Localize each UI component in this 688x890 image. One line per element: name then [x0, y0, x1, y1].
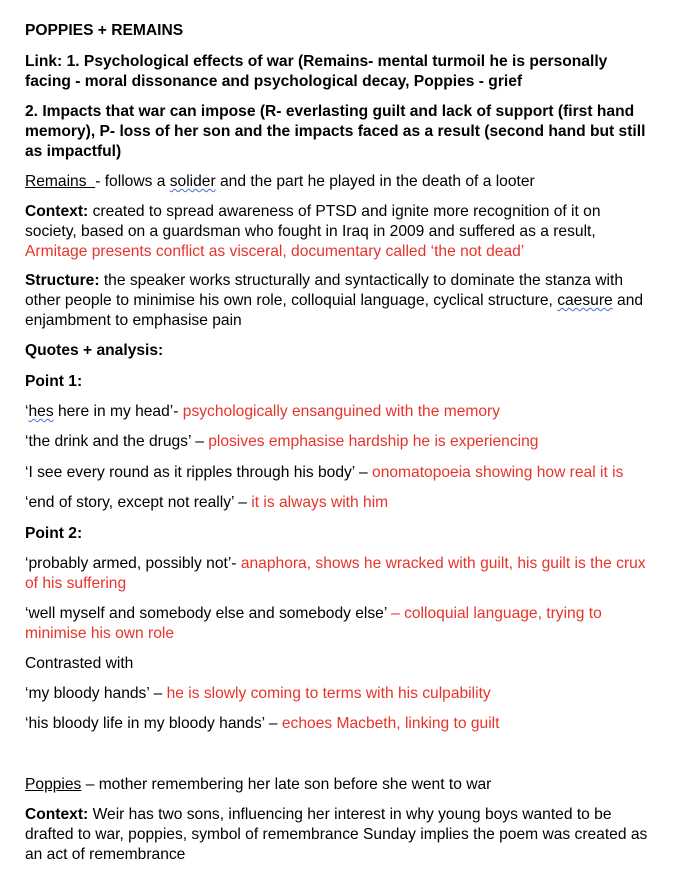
quote-line [25, 554, 655, 594]
quote-open: ‘ [25, 403, 29, 420]
spellcheck-word[interactable]: caesure [557, 292, 613, 309]
quotes-heading: Quotes + analysis: [25, 342, 164, 359]
structure-text-2: and enjambment to emphasise pain [25, 292, 644, 329]
structure-label: Structure: [25, 272, 100, 289]
quote-analysis: he is slowly coming to terms with his culpability [166, 685, 491, 702]
quote-analysis: echoes Macbeth, linking to guilt [281, 715, 500, 732]
document-title: POPPIES + REMAINS [25, 22, 184, 39]
poppies-summary-text: – mother remembering her late son before she went to war [81, 776, 492, 793]
quote-line [25, 463, 655, 483]
poppies-context-paragraph [25, 805, 655, 865]
spellcheck-word[interactable]: solider [169, 173, 216, 190]
quote-text: ‘well myself and somebody else and somebody else’ [25, 605, 392, 622]
context-label: Context: [25, 806, 89, 823]
point-2-label: Point 2: [25, 525, 83, 542]
remains-summary-text-2: and the part he played in the death of a looter [215, 173, 535, 190]
remains-context-paragraph [25, 202, 655, 262]
poppies-summary [25, 775, 655, 795]
context-label: Context: [25, 203, 89, 220]
quote-line [25, 684, 655, 704]
quote-text: ‘I see every round as it ripples through his body’ – [25, 464, 373, 481]
quote-line [25, 714, 655, 734]
quote-text: ‘his bloody life in my bloody hands’ – [25, 715, 282, 732]
quote-text: ‘end of story, except not really’ – [25, 494, 252, 511]
spellcheck-word[interactable]: hes [28, 403, 54, 420]
link-1-paragraph: Link: 1. Psychological effects of war (Remains- mental turmoil he is personally facing - moral dissonance and psychological decay, Poppies - grief [25, 53, 608, 90]
quote-text: here in my head’- [53, 403, 183, 420]
quote-line [25, 432, 655, 452]
remains-summary-text-1: - follows a [95, 173, 170, 190]
quote-line [25, 402, 655, 422]
poppies-heading: Poppies [25, 776, 82, 793]
quote-text: ‘probably armed, possibly not’- [25, 555, 241, 572]
remains-summary [25, 172, 655, 192]
context-text: Weir has two sons, influencing her interest in why young boys wanted to be drafted to war, poppies, symbol of remembrance Sunday implies the poem was created as an act of remembrance [25, 806, 648, 863]
remains-structure-paragraph [25, 271, 655, 331]
structure-text-1: the speaker works structurally and syntactically to dominate the stanza with other people to minimise his own role, colloquial language, cyclical structure, [25, 272, 624, 309]
quote-text: ‘my bloody hands’ – [25, 685, 167, 702]
quote-analysis: anaphora, shows he wracked with guilt, his guilt is the crux of his suffering [25, 555, 646, 592]
quote-analysis: plosives emphasise hardship he is experiencing [208, 433, 539, 450]
quote-analysis: it is always with him [251, 494, 389, 511]
remains-heading: Remains [25, 173, 87, 190]
contrasted-with: Contrasted with [25, 655, 134, 672]
context-annotation: Armitage presents conflict as visceral, documentary called ‘the not dead’ [25, 243, 525, 260]
quote-analysis: onomatopoeia showing how real it is [372, 464, 624, 481]
quote-line [25, 493, 655, 513]
context-text: created to spread awareness of PTSD and ignite more recognition of it on society, based on a guardsman who fought in Iraq in 2009 and suffered as a result, [25, 203, 601, 240]
quote-analysis: – colloquial language, trying to minimise his own role [25, 605, 602, 642]
quote-text: ‘the drink and the drugs’ – [25, 433, 209, 450]
link-2-paragraph: 2. Impacts that war can impose (R- everlasting guilt and lack of support (first hand memory), P- loss of her son and the impacts faced as a result (second hand but still as impactful) [25, 103, 646, 160]
quote-analysis: psychologically ensanguined with the memory [182, 403, 501, 420]
point-1-label: Point 1: [25, 373, 83, 390]
quote-line [25, 604, 655, 644]
